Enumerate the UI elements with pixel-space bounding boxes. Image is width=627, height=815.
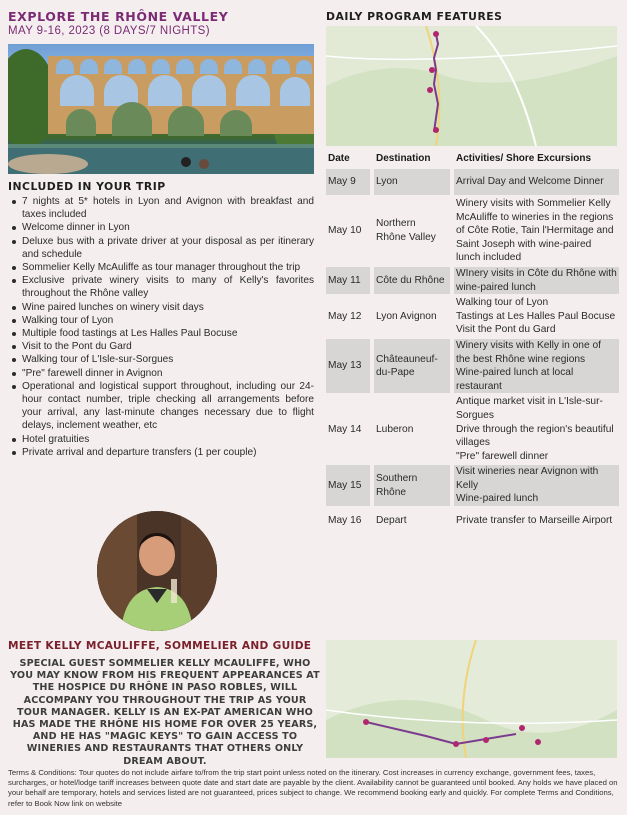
itinerary-row bbox=[326, 169, 619, 195]
itinerary-activities: Visit wineries near Avignon with Kelly Wine-paired lunch bbox=[454, 465, 619, 506]
meet-heading: MEET KELLY MCAULIFFE, SOMMELIER AND GUIDE bbox=[8, 640, 312, 652]
itinerary-row bbox=[326, 508, 619, 534]
trip-title: EXPLORE THE RHÔNE VALLEY bbox=[8, 9, 229, 24]
program-heading: DAILY PROGRAM FEATURES bbox=[326, 10, 503, 23]
itinerary-row bbox=[326, 395, 619, 463]
itinerary-destination: Depart bbox=[376, 515, 407, 527]
itinerary-activities: Arrival Day and Welcome Dinner bbox=[454, 169, 619, 195]
itinerary-date: May 16 bbox=[328, 515, 362, 527]
itinerary-activities: Walking tour of Lyon Tastings at Les Halles Paul Bocuse Visit the Pont du Gard bbox=[456, 297, 616, 336]
included-item: Deluxe bus with a private driver at your disposal as per itinerary and schedule bbox=[8, 235, 314, 261]
pont-du-gard-photo bbox=[8, 44, 314, 174]
itinerary-activities: Antique market visit in L'Isle-sur-Sorgues Drive through the region's beautiful villages "Pre" farewell dinner bbox=[456, 396, 614, 462]
itinerary-date: May 12 bbox=[328, 310, 362, 322]
itinerary-destination: Côte du Rhône bbox=[374, 267, 450, 294]
itinerary-row bbox=[326, 197, 619, 265]
right-column bbox=[326, 10, 619, 536]
itinerary-date: May 13 bbox=[326, 339, 370, 393]
itinerary-destination: Northern Rhône Valley bbox=[376, 218, 436, 243]
itinerary-destination: Châteauneuf-du-Pape bbox=[374, 339, 450, 393]
itinerary-activities: Winery visits with Kelly in one of the best Rhône wine regions Wine-paired lunch at local restaurant bbox=[454, 339, 619, 393]
included-item: "Pre" farewell dinner in Avignon bbox=[8, 367, 314, 380]
kelly-portrait bbox=[97, 511, 217, 631]
itinerary-date: May 11 bbox=[326, 267, 370, 294]
included-item: Hotel gratuities bbox=[8, 433, 314, 446]
included-item: Operational and logistical support throughout, including our 24-hour contact number, triple checking all arrangements before your arrival, any last-minute changes necessary due to flight delays, inclement weather, etc bbox=[8, 380, 314, 433]
included-item: Visit to the Pont du Gard bbox=[8, 340, 314, 353]
map-route-south bbox=[326, 640, 617, 758]
itinerary-row bbox=[326, 267, 619, 294]
col-date: Date bbox=[328, 153, 350, 164]
included-item: Private arrival and departure transfers (1 per couple) bbox=[8, 446, 314, 459]
itinerary-date: May 10 bbox=[328, 225, 362, 237]
included-heading: INCLUDED IN YOUR TRIP bbox=[8, 180, 166, 193]
aqueduct-illustration bbox=[8, 44, 314, 174]
included-item: Welcome dinner in Lyon bbox=[8, 221, 314, 234]
itinerary-date: May 14 bbox=[328, 423, 362, 435]
included-item: Wine paired lunches on winery visit days bbox=[8, 301, 314, 314]
trip-dates: MAY 9-16, 2023 (8 DAYS/7 NIGHTS) bbox=[8, 25, 210, 37]
included-item: Multiple food tastings at Les Halles Paul Bocuse bbox=[8, 327, 314, 340]
terms-and-conditions: Terms & Conditions: Tour quotes do not include airfare to/from the trip start point unless noted on the itinerary. Cost increases in currency exchange, government fees, taxes, surcharges, or hotel/lodge tariff increases between quote date and start date are payable by the client. Availability cannot be guaranteed until booked. Any holds we have placed on your behalf are temporary, hotels and services listed are not guaranteed, prices subject to change. We recommend booking early and quickly. For complete Terms and Conditions, refer to Book Now link on website bbox=[8, 768, 618, 808]
included-item: 7 nights at 5* hotels in Lyon and Avignon with breakfast and taxes included bbox=[8, 195, 314, 221]
included-item: Walking tour of L'Isle-sur-Sorgues bbox=[8, 353, 314, 366]
left-column bbox=[8, 10, 314, 459]
included-item: Walking tour of Lyon bbox=[8, 314, 314, 327]
itinerary-destination: Lyon bbox=[374, 169, 450, 195]
col-destination: Destination bbox=[376, 153, 431, 164]
included-list bbox=[8, 195, 314, 459]
included-item: Sommelier Kelly McAuliffe as tour manager throughout the trip bbox=[8, 261, 314, 274]
itinerary-destination: Luberon bbox=[376, 423, 414, 435]
itinerary-destination: Southern Rhône bbox=[374, 465, 450, 506]
itinerary-destination: Lyon Avignon bbox=[376, 310, 437, 322]
itinerary-row bbox=[326, 296, 619, 337]
itinerary-activities: Private transfer to Marseille Airport bbox=[456, 515, 613, 527]
col-activities: Activities/ Shore Excursions bbox=[456, 153, 592, 164]
itinerary-activities: WInery visits in Côte du Rhône with wine-paired lunch bbox=[454, 267, 619, 294]
itinerary-activities: Winery visits with Sommelier Kelly McAuliffe to wineries in the regions of Côte Rotie, Tain l'Hermitage and Saint Joseph with wine-paired lunch included bbox=[456, 198, 614, 264]
included-item: Exclusive private winery visits to many of Kelly's favorites throughout the Rhône valley bbox=[8, 274, 314, 300]
itinerary-date: May 15 bbox=[326, 465, 370, 506]
meet-description: SPECIAL GUEST SOMMELIER KELLY MCAULIFFE, WHO YOU MAY KNOW FROM HIS FREQUENT APPEARANCES AT THE HOSPICE DU RHÔNE IN PASO ROBLES, WILL ACCOMPANY YOU THROUGHOUT THE TRIP AS YOUR TOUR MANAGER. KELLY IS AN EX-PAT AMERICAN WHO HAS MADE THE RHÔNE HIS HOME FOR OVER 25 YEARS, AND HE HAS "MAGIC KEYS" TO GAIN ACCESS TO WINERIES AND RESTAURANTS THAT OTHERS ONLY DREAM ABOUT. bbox=[10, 658, 320, 767]
itinerary-date: May 9 bbox=[326, 169, 370, 195]
daily-program-table bbox=[326, 149, 619, 536]
itinerary-row bbox=[326, 465, 619, 506]
map-route-north bbox=[326, 26, 617, 146]
itinerary-row bbox=[326, 339, 619, 393]
